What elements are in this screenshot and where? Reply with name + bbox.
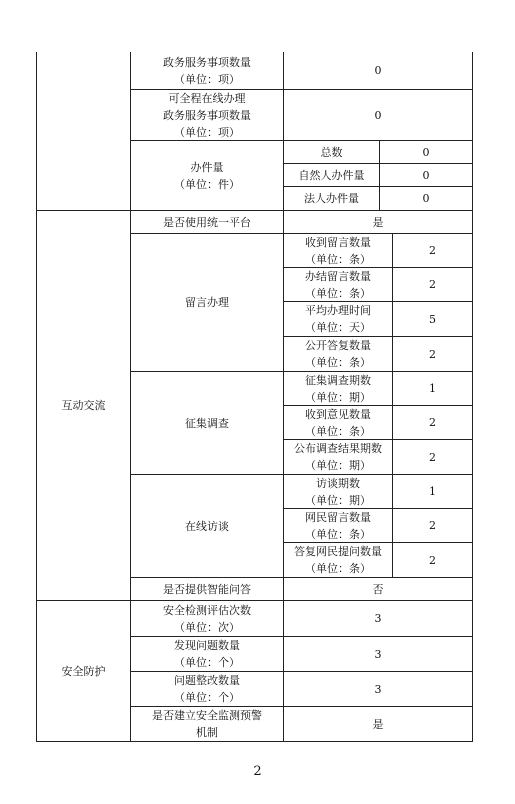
cases-legal-value: 0 — [422, 192, 430, 205]
security-value-1: 3 — [374, 612, 382, 625]
security-value-3: 3 — [374, 682, 382, 696]
unified-platform-label: 是否使用统一平台 — [163, 215, 251, 229]
cases-label: 办件量 （单位：件） — [174, 160, 240, 191]
page-number: 2 — [253, 764, 262, 779]
messages-item-4: 公开答复数量 （单位：条） — [305, 339, 371, 369]
unified-platform-value: 是 — [372, 215, 384, 229]
interview-item-1: 访谈期数 （单位：期） — [305, 476, 371, 507]
full-online-items-value: 0 — [374, 108, 382, 122]
smart-qa-value: 否 — [372, 582, 384, 596]
cases-legal-label: 法人办件量 — [304, 192, 359, 205]
messages-item-1: 收到留言数量 （单位：条） — [305, 235, 371, 266]
full-online-items-label: 可全程在线办理 政务服务事项数量 （单位：项） — [163, 91, 251, 139]
survey-item-1: 征集调查期数 （单位：期） — [305, 373, 371, 404]
messages-value-3: 5 — [429, 312, 436, 326]
smart-qa-label: 是否提供智能问答 — [163, 582, 251, 596]
messages-item-2: 办结留言数量 （单位：条） — [305, 269, 371, 300]
security-item-2: 发现问题数量 （单位：个） — [174, 639, 240, 669]
messages-label: 留言办理 — [185, 296, 229, 309]
messages-value-1: 2 — [429, 244, 436, 257]
cases-total-value: 0 — [422, 145, 430, 159]
survey-label: 征集调查 — [185, 416, 229, 430]
survey-item-2: 收到意见数量 （单位：条） — [305, 407, 371, 438]
interview-label: 在线访谈 — [185, 519, 229, 533]
gov-service-items-value: 0 — [374, 64, 382, 77]
interview-value-1: 1 — [429, 485, 436, 498]
messages-item-3: 平均办理时间 （单位：天） — [305, 304, 371, 334]
survey-value-1: 1 — [429, 382, 436, 395]
security-value-2: 3 — [374, 647, 382, 661]
gov-service-items-label: 政务服务事项数量 （单位：项） — [163, 55, 251, 86]
interview-value-3: 2 — [429, 553, 436, 567]
interview-value-2: 2 — [429, 519, 436, 532]
security-item-1: 安全检测评估次数 （单位：次） — [163, 603, 251, 634]
security-section-label: 安全防护 — [61, 664, 106, 678]
messages-value-2: 2 — [429, 278, 436, 291]
security-item-3: 问题整改数量 （单位：个） — [174, 674, 240, 704]
survey-value-2: 2 — [429, 416, 436, 429]
security-item-4: 是否建立安全监测预警 机制 — [152, 709, 262, 739]
survey-value-3: 2 — [429, 450, 436, 464]
interaction-section-label: 互动交流 — [61, 399, 106, 412]
security-value-4: 是 — [372, 717, 384, 731]
cases-natural-label: 自然人办件量 — [298, 168, 365, 182]
survey-item-3: 公布调查结果期数 （单位：期） — [294, 442, 382, 472]
messages-value-4: 2 — [429, 347, 436, 361]
interview-item-3: 答复网民提问数量 （单位：条） — [294, 545, 382, 575]
cases-total-label: 总数 — [320, 145, 343, 159]
cases-natural-value: 0 — [422, 168, 430, 182]
interview-item-2: 网民留言数量 （单位：条） — [305, 510, 371, 541]
